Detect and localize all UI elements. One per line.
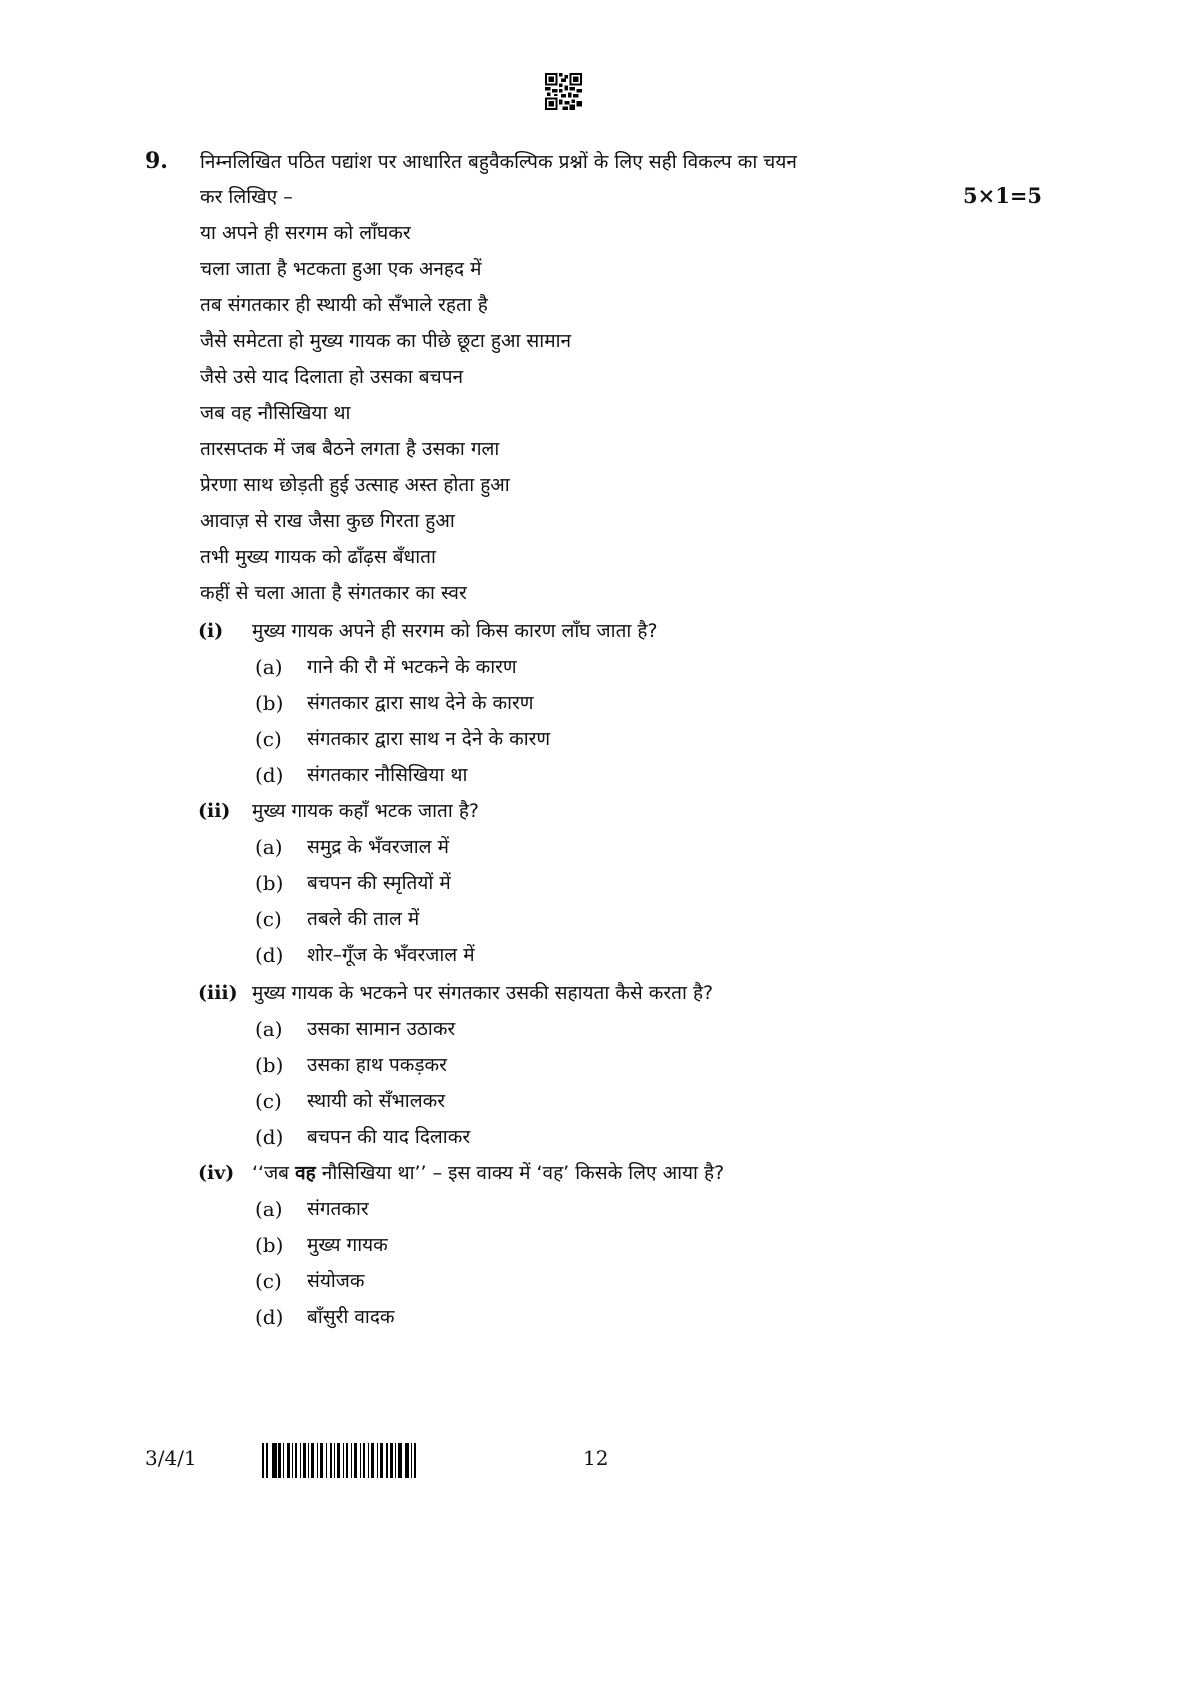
option-label: (c) bbox=[255, 1269, 282, 1293]
option-text: स्थायी को सँभालकर bbox=[307, 1090, 445, 1112]
option-text: संयोजक bbox=[307, 1270, 365, 1292]
poem-line: तब संगतकार ही स्थायी को सँभाले रहता है bbox=[200, 294, 488, 316]
option-text: शोर–गूँज के भँवरजाल में bbox=[307, 944, 475, 966]
subquestion-label: (iii) bbox=[198, 982, 238, 1004]
subquestion-text bbox=[252, 1159, 724, 1187]
poem-line: जैसे समेटता हो मुख्य गायक का पीछे छूटा हुआ सामान bbox=[200, 330, 572, 352]
paper-code: 3/4/1 bbox=[145, 1446, 197, 1470]
quote-prefix: ‘‘जब bbox=[252, 1162, 296, 1184]
option-text: संगतकार bbox=[307, 1198, 369, 1220]
option-text: समुद्र के भँवरजाल में bbox=[307, 836, 449, 858]
subquestion-text: मुख्य गायक कहाँ भटक जाता है? bbox=[252, 800, 479, 822]
option-label: (a) bbox=[255, 1017, 283, 1041]
option-label: (d) bbox=[255, 1305, 284, 1329]
option-label: (d) bbox=[255, 1125, 284, 1149]
poem-line: प्रेरणा साथ छोड़ती हुई उत्साह अस्त होता हुआ bbox=[200, 474, 510, 496]
option-text: बचपन की स्मृतियों में bbox=[307, 872, 451, 894]
option-label: (b) bbox=[255, 691, 284, 715]
question-number: 9. bbox=[145, 148, 168, 174]
option-label: (a) bbox=[255, 1197, 283, 1221]
qr-code-icon bbox=[545, 73, 582, 110]
question-instruction-continued: कर लिखिए – bbox=[200, 186, 293, 208]
subquestion-label: (i) bbox=[198, 620, 224, 642]
option-label: (c) bbox=[255, 907, 282, 931]
marks-allocation: 5×1=5 bbox=[963, 183, 1043, 208]
option-text: मुख्य गायक bbox=[307, 1234, 388, 1256]
option-label: (c) bbox=[255, 1089, 282, 1113]
poem-line: तारसप्तक में जब बैठने लगता है उसका गला bbox=[200, 438, 500, 460]
question-instruction: निम्नलिखित पठित पद्यांश पर आधारित बहुवैकल्पिक प्रश्नों के लिए सही विकल्प का चयन bbox=[200, 151, 797, 173]
option-text: संगतकार नौसिखिया था bbox=[307, 764, 468, 786]
option-text: तबले की ताल में bbox=[307, 908, 420, 930]
option-text: संगतकार द्वारा साथ देने के कारण bbox=[307, 692, 534, 714]
option-label: (c) bbox=[255, 727, 282, 751]
option-text: बाँसुरी वादक bbox=[307, 1306, 395, 1328]
poem-line: चला जाता है भटकता हुआ एक अनहद में bbox=[200, 258, 482, 280]
option-label: (b) bbox=[255, 871, 284, 895]
option-text: उसका हाथ पकड़कर bbox=[307, 1054, 447, 1076]
option-label: (a) bbox=[255, 835, 283, 859]
subquestion-text: मुख्य गायक के भटकने पर संगतकार उसकी सहायता कैसे करता है? bbox=[252, 982, 714, 1004]
poem-line: आवाज़ से राख जैसा कुछ गिरता हुआ bbox=[200, 510, 455, 532]
option-label: (b) bbox=[255, 1233, 284, 1257]
option-label: (a) bbox=[255, 655, 283, 679]
barcode-icon bbox=[262, 1443, 418, 1478]
option-text: गाने की रौ में भटकने के कारण bbox=[307, 656, 517, 678]
option-label: (b) bbox=[255, 1053, 284, 1077]
subquestion-label: (iv) bbox=[198, 1162, 235, 1184]
option-text: उसका सामान उठाकर bbox=[307, 1018, 456, 1040]
option-text: संगतकार द्वारा साथ न देने के कारण bbox=[307, 728, 551, 750]
subquestion-label: (ii) bbox=[198, 800, 231, 822]
subquestion-text: मुख्य गायक अपने ही सरगम को किस कारण लाँघ जाता है? bbox=[252, 620, 658, 642]
quote-suffix: नौसिखिया था’’ – इस वाक्य में ‘वह’ किसके लिए आया है? bbox=[315, 1162, 725, 1184]
poem-line: तभी मुख्य गायक को ढाँढ़स बँधाता bbox=[200, 546, 436, 568]
poem-line: जब वह नौसिखिया था bbox=[200, 402, 351, 424]
emphasized-word: वह bbox=[295, 1162, 316, 1184]
option-label: (d) bbox=[255, 763, 284, 787]
poem-line: कहीं से चला आता है संगतकार का स्वर bbox=[200, 582, 467, 604]
page-number: 12 bbox=[583, 1446, 609, 1470]
option-text: बचपन की याद दिलाकर bbox=[307, 1126, 471, 1148]
poem-line: जैसे उसे याद दिलाता हो उसका बचपन bbox=[200, 366, 464, 388]
option-label: (d) bbox=[255, 943, 284, 967]
poem-line: या अपने ही सरगम को लाँघकर bbox=[200, 222, 411, 244]
